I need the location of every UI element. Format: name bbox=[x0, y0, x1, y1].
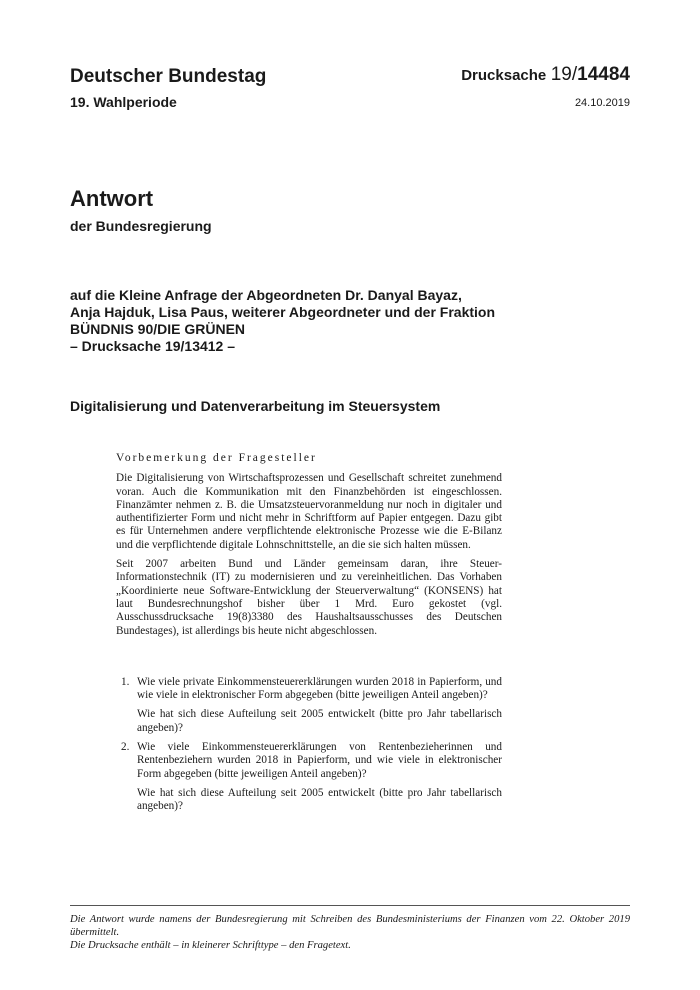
document-title: Antwort bbox=[70, 186, 154, 211]
anfrage-line: auf die Kleine Anfrage der Abgeordneten Dr. Danyal Bayaz, bbox=[70, 287, 462, 303]
anfrage-block bbox=[70, 287, 590, 355]
main-text bbox=[116, 452, 502, 820]
footer-line: Die Antwort wurde namens der Bundesregierung mit Schreiben des Bundesministeriums der Finanzen vom 22. Oktober 2019 übermittelt. bbox=[70, 914, 630, 938]
anfrage-line: Anja Hajduk, Lisa Paus, weiterer Abgeordneter und der Fraktion bbox=[70, 304, 496, 320]
question-number: 1. bbox=[121, 675, 130, 688]
vorbemerkung-paragraph: Seit 2007 arbeiten Bund und Länder gemeinsam daran, ihre Steuer-Informationstechnik (IT) zu modernisieren und zu vereinheitlichen. Das Vorhaben „Koordinierte neue Software-Entwicklung der Steuerverwaltung“ (KONSENS) hat laut Bundesrechnungshof bisher über 1 Mrd. Euro gekostet (vgl. Ausschussdrucksache 19(8)3380 des Haushaltsausschusses des Deutschen Bundestages), ist allerdings bis heute nicht abgeschlossen. bbox=[116, 558, 502, 637]
anfrage-line: BÜNDNIS 90/DIE GRÜNEN bbox=[70, 321, 246, 337]
anfrage-line: – Drucksache 19/13412 – bbox=[70, 338, 236, 354]
drucksache-number bbox=[461, 64, 630, 86]
vorbemerkung-paragraph: Die Digitalisierung von Wirtschaftsprozessen und Gesellschaft schreitet zunehmend voran. Auch die Kommunikation mit den Finanzbehörden ist eingeschlossen. Finanzämter nehmen z. B. die Umsatzsteuervoranmeldung nur noch in digitaler und authentifizierter Form und nicht mehr in Schriftform auf Papier entgegen. Dazu gibt es für Unternehmen andere verpflichtende elektronische Prozesse wie die E-Bilanz und die verpflichtende digitale Lohnschnittstelle, an die sie sich halten müssen. bbox=[116, 472, 502, 551]
question-item bbox=[116, 741, 502, 813]
legislative-period: 19. Wahlperiode bbox=[70, 94, 177, 110]
question-number: 2. bbox=[121, 741, 130, 754]
drucksache-label: Drucksache bbox=[461, 67, 547, 84]
question-list bbox=[116, 676, 502, 814]
question-text: Wie viele Einkommensteuererklärungen von Rentenbezieherinnen und Rentenbeziehern wurden 2018 in Papierform, und wie viele in elektronischer Form abgegeben (bitte jeweiligen Anteil angeben)? bbox=[137, 741, 502, 780]
drucksache-number-prefix: 19/ bbox=[550, 64, 578, 85]
question-followup: Wie hat sich diese Aufteilung seit 2005 entwickelt (bitte pro Jahr tabellarisch angeben)? bbox=[137, 708, 502, 734]
footer-line: Die Drucksache enthält – in kleinerer Schrifttype – den Fragetext. bbox=[70, 940, 351, 951]
question-followup: Wie hat sich diese Aufteilung seit 2005 entwickelt (bitte pro Jahr tabellarisch angeben)? bbox=[137, 786, 502, 813]
document-header bbox=[70, 62, 630, 112]
document-subtitle: der Bundesregierung bbox=[70, 218, 212, 234]
topic-heading: Digitalisierung und Datenverarbeitung im Steuersystem bbox=[70, 398, 441, 414]
footer-note bbox=[70, 913, 630, 952]
question-item bbox=[116, 676, 502, 735]
footer-divider bbox=[70, 905, 630, 906]
vorbemerkung-heading: Vorbemerkung der Fragesteller bbox=[116, 452, 317, 464]
drucksache-number-main: 14484 bbox=[577, 64, 630, 85]
document-date: 24.10.2019 bbox=[574, 97, 630, 109]
question-text: Wie viele private Einkommensteuererklärungen wurden 2018 in Papierform, und wie viele in elektronischer Form abgegeben (bitte jeweiligen Anteil angeben)? bbox=[137, 675, 502, 702]
organization-name: Deutscher Bundestag bbox=[70, 66, 267, 87]
